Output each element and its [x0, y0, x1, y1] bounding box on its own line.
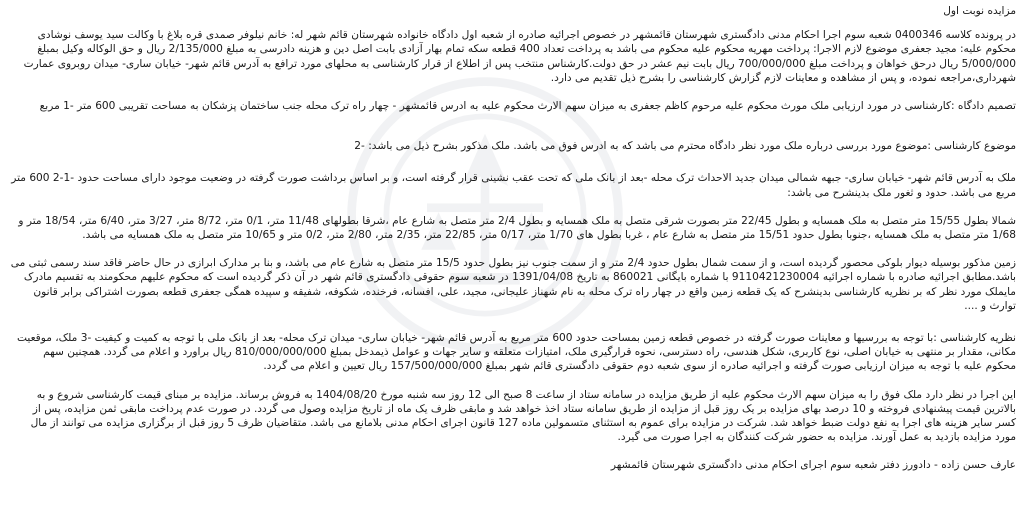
expert-subject: موضوع کارشناسی :موضوع مورد بررسی درباره ملک مورد نظر دادگاه محترم می باشد که به ادرس فوق می باشد. ملک مذکور بشرح ذیل می باشد: -2 [354, 140, 1016, 153]
auction-terms: این اجرا در نظر دارد ملک فوق را به میزان سهم الارث محکوم علیه از طریق مزایده در سامانه ستاد از ساعت 8 صبح الی 12 روز سه شنبه مورخ 1404/08/20 به فروش برساند. مزایده بر مبنای قیمت کارشناسی شروع و به بالاترین قیمت پیشنهادی فروخته و 10 درصد بهای مزایده بر یک روز قبل از مزایده از طریق سامانه ستاد اخذ خواهد شد و مابقی ظرف یک ماه از تاریخ مزایده وصول می گردد. در صورت عدم پرداخت مابقی ثمن مزایده، پس از کسر سایر هزینه های اجرا به نفع دولت ضبط خواهد شد. شرکت در مزایده برای عموم به استثنای متسمولین ماده 127 قانون اجرای احکام مدنی بلامانع می باشد. متقاضیان ظرف 5 روز قبل از برگزاری مزایده می توانند از مال مورد مزایده بازدید به عمل آورند. مزایده به حضور شرکت کنندگان به اجرا صورت می گیرد. [30, 388, 1016, 444]
notice-title: مزایده نوبت اول [943, 5, 1016, 17]
signature: عارف حسن زاده - دادورز دفتر شعبه سوم اجرای احکام مدنی دادگستری شهرستان قائمشهر [610, 459, 1016, 472]
property-boundaries: شمالا بطول 15/55 متر متصل به ملک همسایه و بطول 22/45 متر بصورت شرقی متصل به ملک همسایه و بطول 2/4 متر متصل به شارع عام ،شرقا بطولهای 11/48 متر، 0/1 متر، 8/72 متر، 3/27 متر، 6/40 متر، 18/54 متر و 1/68 متر متصل به ملک همسایه ،جنوبا بطول حدود 15/51 متر متصل به شارع عام ، غربا بطول های 1/70 متر، 0/17 متر، 22/85 متر، 2/35 متر، 2/80 متر، 0/2 متر و 10/65 متر متصل به ملک همسایه می باشد. [18, 214, 1016, 242]
property-address: ملک به آدرس قائم شهر- خیابان ساری- جبهه شمالی میدان جدید الاحداث ترک محله -بعد از بانک ملی که تحت عقب نشینی قرار گرفته است، و بر اساس برداشت صورت گرفته در وضعیت موجود دارای مساحت حدود -1-2 600 متر مربع می باشد. حدود و ثغور ملک بدینشرح می باشد: [11, 172, 1016, 199]
court-decision: تصمیم دادگاه :کارشناسی در مورد ارزیابی ملک مورث محکوم علیه مرحوم کاظم جعفری به میزان سهم الارث محکوم علیه به ادرس قائمشهر - چهار راه ترک محله جنب ساختمان پزشکان به مساحت تقریبی 600 متر -1 مربع [39, 100, 1016, 113]
property-description: زمین مذکور بوسیله دیوار بلوکی محصور گردیده است، و از سمت شمال بطول حدود 2/4 متر و از سمت جنوب نیز بطول حدود 15/5 متر متصل به شارع عام می باشد، و بنا بر مدارک ابرازی در حال حاضر فاقد سند رسمی ثبتی می باشد.مطابق اجرائیه صادره با شماره اجرائیه 9110421230004 با شماره بایگانی 860021 به تاریخ 1391/04/08 در شعبه سوم حقوقی دادگستری قائم شهر در آن ذکر گردیده است که محکوم علیهم محکومند به تقسیم مادرک مایملک مورد نظر که بر نظریه کارشناسی بدینشرح که یک قطعه زمین واقع در چهار راه ترک محله به نام شهناز علیجانی، مجید، علی، افسانه، فرخنده، شکوفه، شفیقه و سپیده همگی جعفری قطعه بصورت اشتراکی برابر قانون توارث و .... [10, 257, 1016, 312]
expert-opinion: نظریه کارشناسی :با توجه به بررسیها و معاینات صورت گرفته در خصوص قطعه زمین بمساحت حدود 600 متر مربع به آدرس قائم شهر- خیابان ساری- میدان ترک محله- بعد از بانک ملی با توجه به کمیت و کیفیت -3 ملک، موقعیت مکانی، مقدار بر منتهی به خیابان اصلی، نوع کاربری، شکل هندسی، راه دسترسی، نحوه قرارگیری ملک، امتیازات متعلقه و سایر جهات و عوامل ذیمدخل بمبلغ 810/000/000/000 ریال براورد و اعلام می گردد. همچنین سهم محکوم علیه با توجه به میزان ارزیابی صورت گرفته و اجرائیه صادره از سوی شعبه دوم حقوقی دادگستری قائم شهر بمبلغ 157/500/000/000 ریال تعیین و اعلام می گردد. [16, 332, 1016, 373]
case-introduction: در پرونده کلاسه 0400346 شعبه سوم اجرا احکام مدنی دادگستری شهرستان قائمشهر در خصوص اجرائیه صادره از شعبه اول دادگاه خانواده شهرستان قائم شهر له: خانم نیلوفر صمدی قره بلاغ با وکالت سید یوسف نوشادی محکوم علیه: مجید جعفری موضوع لازم الاجرا: پرداخت مهریه محکوم علیه محکوم می باشد به پرداخت تعداد 400 قطعه سکه تمام بهار آزادی بابت اصل دین و هزینه دادرسی به مبلغ 2/135/000 ریال و حق الوکاله وکیل بمبلغ 5/000/000 ریال درحق خواهان و پرداخت مبلغ 700/000/000 ریال بابت نیم عشر در حق دولت.کارشناس منتخب پس از اطلاع از قرار کارشناسی به محلهای مورد ترافع به آدرس قائم شهر- خیابان ساری- میدان روبروی عمارت شهرداری،مراجعه نموده، و پس از مشاهده و معاینات لازم گزارش کارشناسی را بشرح ذیل تقدیم می دارد. [23, 29, 1016, 84]
